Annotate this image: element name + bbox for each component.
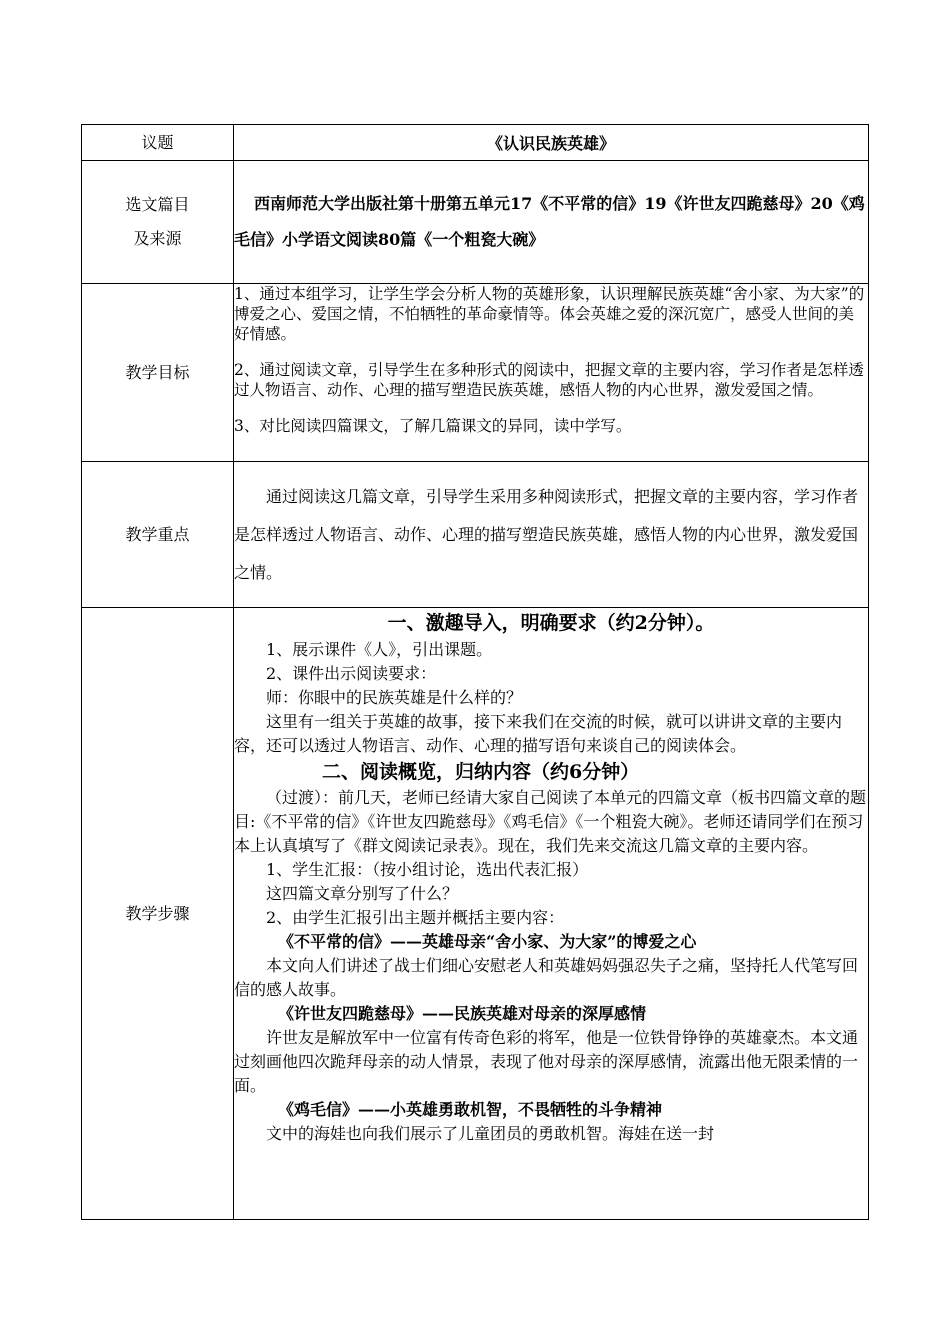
article-heading-3: 《鸡毛信》——小英雄勇敢机智，不畏牺牲的斗争精神 [278,1100,663,1119]
focus-row [82,462,869,608]
source-label-line2: 及来源 [133,229,182,248]
paragraph: 2、由学生汇报引出主题并概括主要内容： [266,908,565,927]
focus-label: 教学重点 [82,462,234,608]
section-2-heading: 二、阅读概览，归纳内容（约6分钟） [322,761,640,783]
source-row [82,161,869,284]
paragraph: 本文向人们讲述了战士们细心安慰老人和英雄妈妈强忍失子之痛，坚持托人代笔写回信的感人故事。 [234,956,859,999]
paragraph: 文中的海娃也向我们展示了儿童团员的勇敢机智。海娃在送一封 [266,1124,715,1143]
paragraph: 这里有一组关于英雄的故事，接下来我们在交流的时候，就可以讲讲文章的主要内容，还可以透过人物语言、动作、心理的描写语句来谈自己的阅读体会。 [234,712,843,755]
steps-row [82,608,869,1220]
lesson-plan-table [81,124,869,1220]
source-label [82,161,234,284]
paragraph: 1、展示课件《人》，引出课题。 [266,640,493,659]
goal-item: 1、通过本组学习，让学生学会分析人物的英雄形象，认识理解民族英雄“舍小家、为大家”的博爱之心、爱国之情，不怕牺牲的革命豪情等。体会英雄之爱的深沉宽广，感受人世间的美好情感。 [234,285,865,343]
goal-item: 2、通过阅读文章，引导学生在多种形式的阅读中，把握文章的主要内容，学习作者是怎样透过人物语言、动作、心理的描写塑造民族英雄，感悟人物的内心世界，激发爱国之情。 [234,361,864,399]
source-value: 西南师范大学出版社第十册第五单元17《不平常的信》19《许世友四跪慈母》20《鸡毛信》小学语文阅读80篇《一个粗瓷大碗》 [234,161,869,284]
paragraph: 这四篇文章分别写了什么？ [266,884,459,903]
goal-item: 3、对比阅读四篇课文，了解几篇课文的异同，读中学写。 [234,417,632,435]
article-heading-2: 《许世友四跪慈母》——民族英雄对母亲的深厚感情 [278,1004,647,1023]
topic-row [82,125,869,161]
goals-row [82,284,869,462]
paragraph: 1、学生汇报：（按小组讨论，选出代表汇报） [266,860,589,879]
steps-content [234,608,869,1220]
goals-label: 教学目标 [82,284,234,462]
paragraph: （过渡）：前几天，老师已经请大家自己阅读了本单元的四篇文章（板书四篇文章的题目:《不平常的信》《许世友四跪慈母》《鸡毛信》《一个粗瓷大碗》。老师还请同学们在预习本上认真填写了《群文阅读记录表》。现在，我们先来交流这几篇文章的主要内容。 [234,788,867,855]
topic-value: 《认识民族英雄》 [234,125,869,161]
section-1-heading: 一、激趣导入，明确要求（约2分钟）。 [387,612,715,634]
topic-label: 议题 [82,125,234,161]
steps-label: 教学步骤 [82,608,234,1220]
paragraph: 2、课件出示阅读要求： [266,664,437,683]
goals-list [234,284,869,462]
focus-value: 通过阅读这几篇文章，引导学生采用多种阅读形式，把握文章的主要内容，学习作者是怎样透过人物语言、动作、心理的描写塑造民族英雄，感悟人物的内心世界，激发爱国之情。 [234,462,869,608]
source-label-line1: 选文篇目 [125,195,190,214]
paragraph: 师：你眼中的民族英雄是什么样的？ [266,688,523,707]
paragraph: 许世友是解放军中一位富有传奇色彩的将军，他是一位铁骨铮铮的英雄豪杰。本文通过刻画他四次跪拜母亲的动人情景，表现了他对母亲的深厚感情，流露出他无限柔情的一面。 [234,1028,859,1095]
article-heading-1: 《不平常的信》——英雄母亲“舍小家、为大家”的博爱之心 [278,932,697,951]
